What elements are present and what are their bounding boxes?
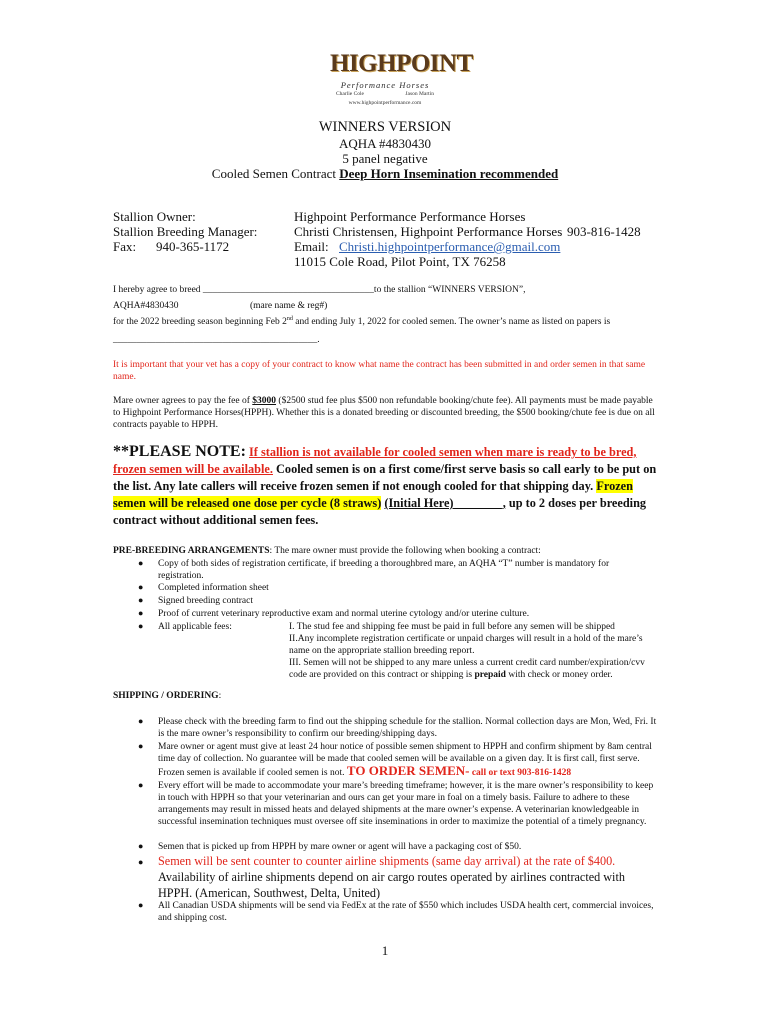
bullet-icon: ● <box>138 857 144 867</box>
shipping-item-2 <box>158 741 658 779</box>
bullet-icon: ● <box>138 621 144 631</box>
aqha-number: AQHA #4830430 <box>338 136 432 151</box>
page-number: 1 <box>381 943 389 958</box>
agreement-line-1: I hereby agree to breed ____________________________________to the stallion “WINNERS VERSION”, <box>113 285 526 295</box>
bullet-icon: ● <box>138 741 144 751</box>
fee-paragraph <box>113 395 659 431</box>
manager-value: Christi Christensen, Highpoint Performance Horses <box>294 224 563 239</box>
manager-label: Stallion Breeding Manager: <box>113 224 258 239</box>
vet-copy-notice: It is important that your vet has a copy of your contract to know what name the contract has been submitted in and order semen in that same name. <box>113 360 646 382</box>
fees-item-iii-pre: III. Semen will not be shipped to any mare unless a current credit card number/expiration/cvv code are provided on this contract or shipping is <box>289 658 645 680</box>
shipping-item-6: All Canadian USDA shipments will be send via FedEx at the rate of $550 which includes USDA health cert, commercial invoices, and shipping cost. <box>158 901 654 923</box>
prebreeding-item-5: All applicable fees: <box>158 622 232 632</box>
please-note-red-text: If stallion is not available for cooled semen when mare is ready to be bred, frozen semen will be available. <box>113 445 637 476</box>
fees-item-iii-bold: prepaid <box>474 670 506 680</box>
prebreeding-intro: : The mare owner must provide the following when booking a contract: <box>269 546 541 556</box>
prebreeding-heading <box>113 545 673 557</box>
agreement-line-3 <box>113 313 673 328</box>
agreement-line-4: ___________________________________________. <box>113 335 320 345</box>
agreement-line-3-pre: for the 2022 breeding season beginning Feb 2 <box>113 317 287 328</box>
document-title: WINNERS VERSION <box>318 119 452 135</box>
fee-pre: Mare owner agrees to pay the fee of <box>113 396 253 406</box>
shipping-item-5-red: Semen will be sent counter to counter airline shipments (same day arrival) at the rate of $400. <box>158 854 616 868</box>
fees-item-ii: II.Any incomplete registration certificate or unpaid charges will result in a hold of the mare’s name on the appropriate stallion breeding report. <box>289 634 643 656</box>
fees-item-iii-post: with check or money order. <box>505 670 613 680</box>
fees-item-iii <box>289 657 649 681</box>
bullet-icon: ● <box>138 582 144 592</box>
agreement-line-3-post: and ending July 1, 2022 for cooled semen. The owner’s name as listed on papers is <box>292 317 611 328</box>
order-semen-label: TO ORDER SEMEN- <box>346 763 470 778</box>
shipping-item-3: Every effort will be made to accommodate your mare’s breeding timeframe; however, it is the mare owner’s responsibility to keep in touch with HPPH so that your veterinarian and ours can get your mare in foal on a timely basis. Failure to adhere to these arrangements may result in missed heats and delayed shipments at the mare owner’s expense. A veterinarian knowledgeable in successful insemination techniques must oversee off site inseminations in order to maximize the potential of a timely pregnancy. <box>158 781 654 827</box>
prebreeding-item-2: Completed information sheet <box>158 583 269 593</box>
shipping-item-1: Please check with the breeding farm to find out the shipping schedule for the stallion. Normal collection days are Mon, Wed, Fri. It is the mare owner’s responsibility to confirm our breeding/shipping days. <box>158 717 657 739</box>
owner-value: Highpoint Performance Performance Horses <box>294 209 526 224</box>
logo-owner-right: Jason Martin <box>405 91 434 97</box>
shipping-colon: : <box>218 691 222 701</box>
agreement-aqha: AQHA#4830430 <box>113 301 179 311</box>
owner-label: Stallion Owner: <box>113 209 196 224</box>
logo-subtitle: Performance Horses <box>340 80 430 90</box>
prebreeding-item-1: Copy of both sides of registration certificate, if breeding a thoroughbred mare, an AQHA “T” number is mandatory for registration. <box>158 559 610 581</box>
logo-website: www.highpointperformance.com <box>348 100 422 106</box>
bullet-icon: ● <box>138 608 144 618</box>
please-note-black-text: Cooled semen is on a first come/first serve basis so call early to be put on the list. Any late callers will receive frozen semen if not enough cooled for that shipping day. <box>113 462 657 493</box>
agreement-line-3-sup: nd <box>286 316 293 322</box>
bullet-icon: ● <box>138 716 144 726</box>
bullet-icon: ● <box>138 595 144 605</box>
shipping-item-5-black: Availability of airline shipments depend on air cargo routes operated by airlines contracted with HPPH. (American, Southwest, Delta, United) <box>158 870 625 900</box>
address: 11015 Cole Road, Pilot Point, TX 76258 <box>294 254 506 269</box>
logo-owner-left: Charlie Cole <box>336 91 364 97</box>
contract-type-text: Cooled Semen Contract <box>211 166 340 181</box>
prebreeding-item-4: Proof of current veterinary reproductive exam and normal uterine cytology and/or uterine culture. <box>158 609 530 619</box>
shipping-title: SHIPPING / ORDERING <box>113 691 219 701</box>
fee-amount: $3000 <box>252 396 277 406</box>
fax-label: Fax: <box>113 239 137 254</box>
initial-here: (Initial Here)________, <box>384 496 506 510</box>
bullet-icon: ● <box>138 900 144 910</box>
prebreeding-item-3: Signed breeding contract <box>158 596 253 606</box>
highpoint-logo <box>330 50 473 118</box>
logo-owners <box>336 91 434 97</box>
panel-status: 5 panel negative <box>342 151 428 166</box>
manager-phone: 903-816-1428 <box>567 224 641 239</box>
order-semen-phone: call or text 903-816-1428 <box>469 768 572 778</box>
fax-value: 940-365-1172 <box>156 239 230 254</box>
contract-type <box>0 166 770 182</box>
bullet-icon: ● <box>138 780 144 790</box>
shipping-heading <box>113 690 221 702</box>
prebreeding-title: PRE-BREEDING ARRANGEMENTS <box>113 546 270 556</box>
shipping-item-4: Semen that is picked up from HPPH by mare owner or agent will have a packaging cost of $50. <box>158 842 522 852</box>
bullet-icon: ● <box>138 841 144 851</box>
fee-post: ($2500 stud fee plus $500 non refundable booking/chute fee). All payments must be made payable to Highpoint Performance Horses(HPPH). Whether this is a donated breeding or discounted breeding, the $500 booking/chute fee is due on all contracts payable to HPPH. <box>113 396 655 430</box>
please-note-paragraph <box>113 443 659 529</box>
bullet-icon: ● <box>138 558 144 568</box>
contract-type-emphasis: Deep Horn Insemination recommended <box>339 166 559 181</box>
please-note-label: **PLEASE NOTE: <box>113 443 246 460</box>
shipping-item-5 <box>158 853 658 901</box>
shipping-item-2-text: Mare owner or agent must give at least 24 hour notice of possible semen shipment to HPPH and confirm shipment by 8am central time day of collection. No guarantee will be made that cooled semen will be available on a given day. It is first call, first serve. Frozen semen is available if cooled semen is not. <box>158 742 652 778</box>
frozen-semen-highlight: Frozen semen will be released one dose per cycle (8 straws) <box>113 479 633 510</box>
please-note-tail: up to 2 doses per breeding contract without additional semen fees. <box>113 496 647 527</box>
logo-wordmark: HIGHPOINT <box>330 50 473 77</box>
email-link[interactable]: Christi.highpointperformance@gmail.com <box>339 239 561 254</box>
fees-item-i: I. The stud fee and shipping fee must be paid in full before any semen will be shipped <box>289 622 615 632</box>
agreement-mare-name-hint: (mare name & reg#) <box>250 301 328 311</box>
email-label: Email: <box>294 239 329 254</box>
